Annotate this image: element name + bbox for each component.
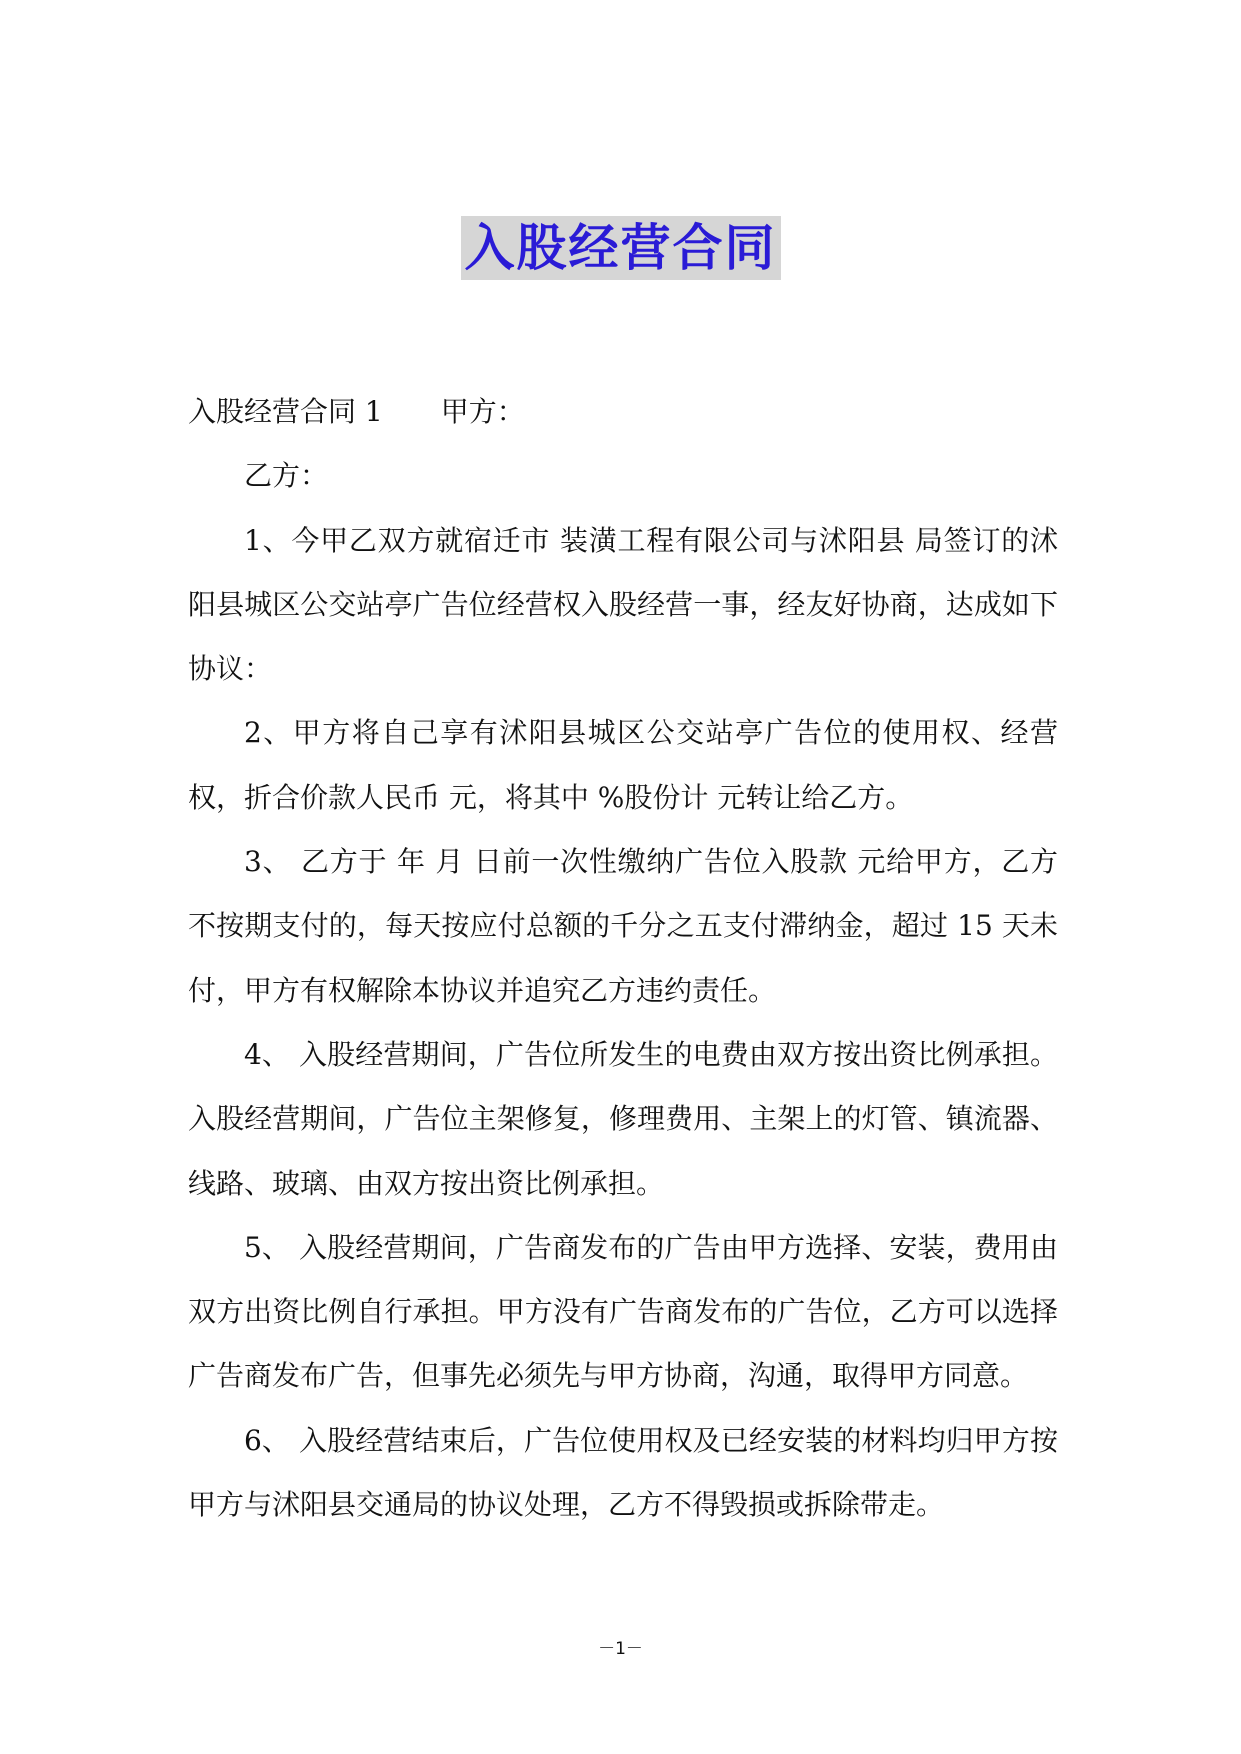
page-number: －1－ [598,1639,643,1659]
clause-1: 1、今甲乙双方就宿迁市 装潢工程有限公司与沭阳县 局签订的沭阳县城区公交站亭广告位经营权入股经营一事，经友好协商，达成如下协议： [188,523,1058,686]
heading-line-left: 入股经营合同 1 [188,395,383,428]
clause-6: 6、 入股经营结束后，广告位使用权及已经安装的材料均归甲方按甲方与沭阳县交通局的协议处理，乙方不得毁损或拆除带走。 [188,1423,1058,1522]
clause-5: 5、 入股经营期间，广告商发布的广告由甲方选择、安装，费用由双方出资比例自行承担。甲方没有广告商发布的广告位，乙方可以选择广告商发布广告，但事先必须先与甲方协商，沟通，取得甲方同意。 [188,1230,1058,1393]
document-title: 入股经营合同 [461,216,781,280]
clause-3: 3、 乙方于 年 月 日前一次性缴纳广告位入股款 元给甲方，乙方不按期支付的，每天按应付总额的千分之五支付滞纳金，超过 15 天未付，甲方有权解除本协议并追究乙方违约责任。 [188,845,1058,1007]
party-a-label: 甲方： [440,395,525,428]
document-body [188,380,1058,1537]
party-b-label: 乙方： [244,459,329,493]
clause-4: 4、 入股经营期间，广告位所发生的电费由双方按出资比例承担。入股经营期间，广告位主架修复，修理费用、主架上的灯管、镇流器、线路、玻璃、由双方按出资比例承担。 [188,1037,1058,1200]
first-line [188,380,1058,444]
clause-2: 2、甲方将自己享有沭阳县城区公交站亭广告位的使用权、经营权，折合价款人民币 元，将其中 %股份计 元转让给乙方。 [188,716,1058,814]
title-wrapper [0,216,1241,280]
